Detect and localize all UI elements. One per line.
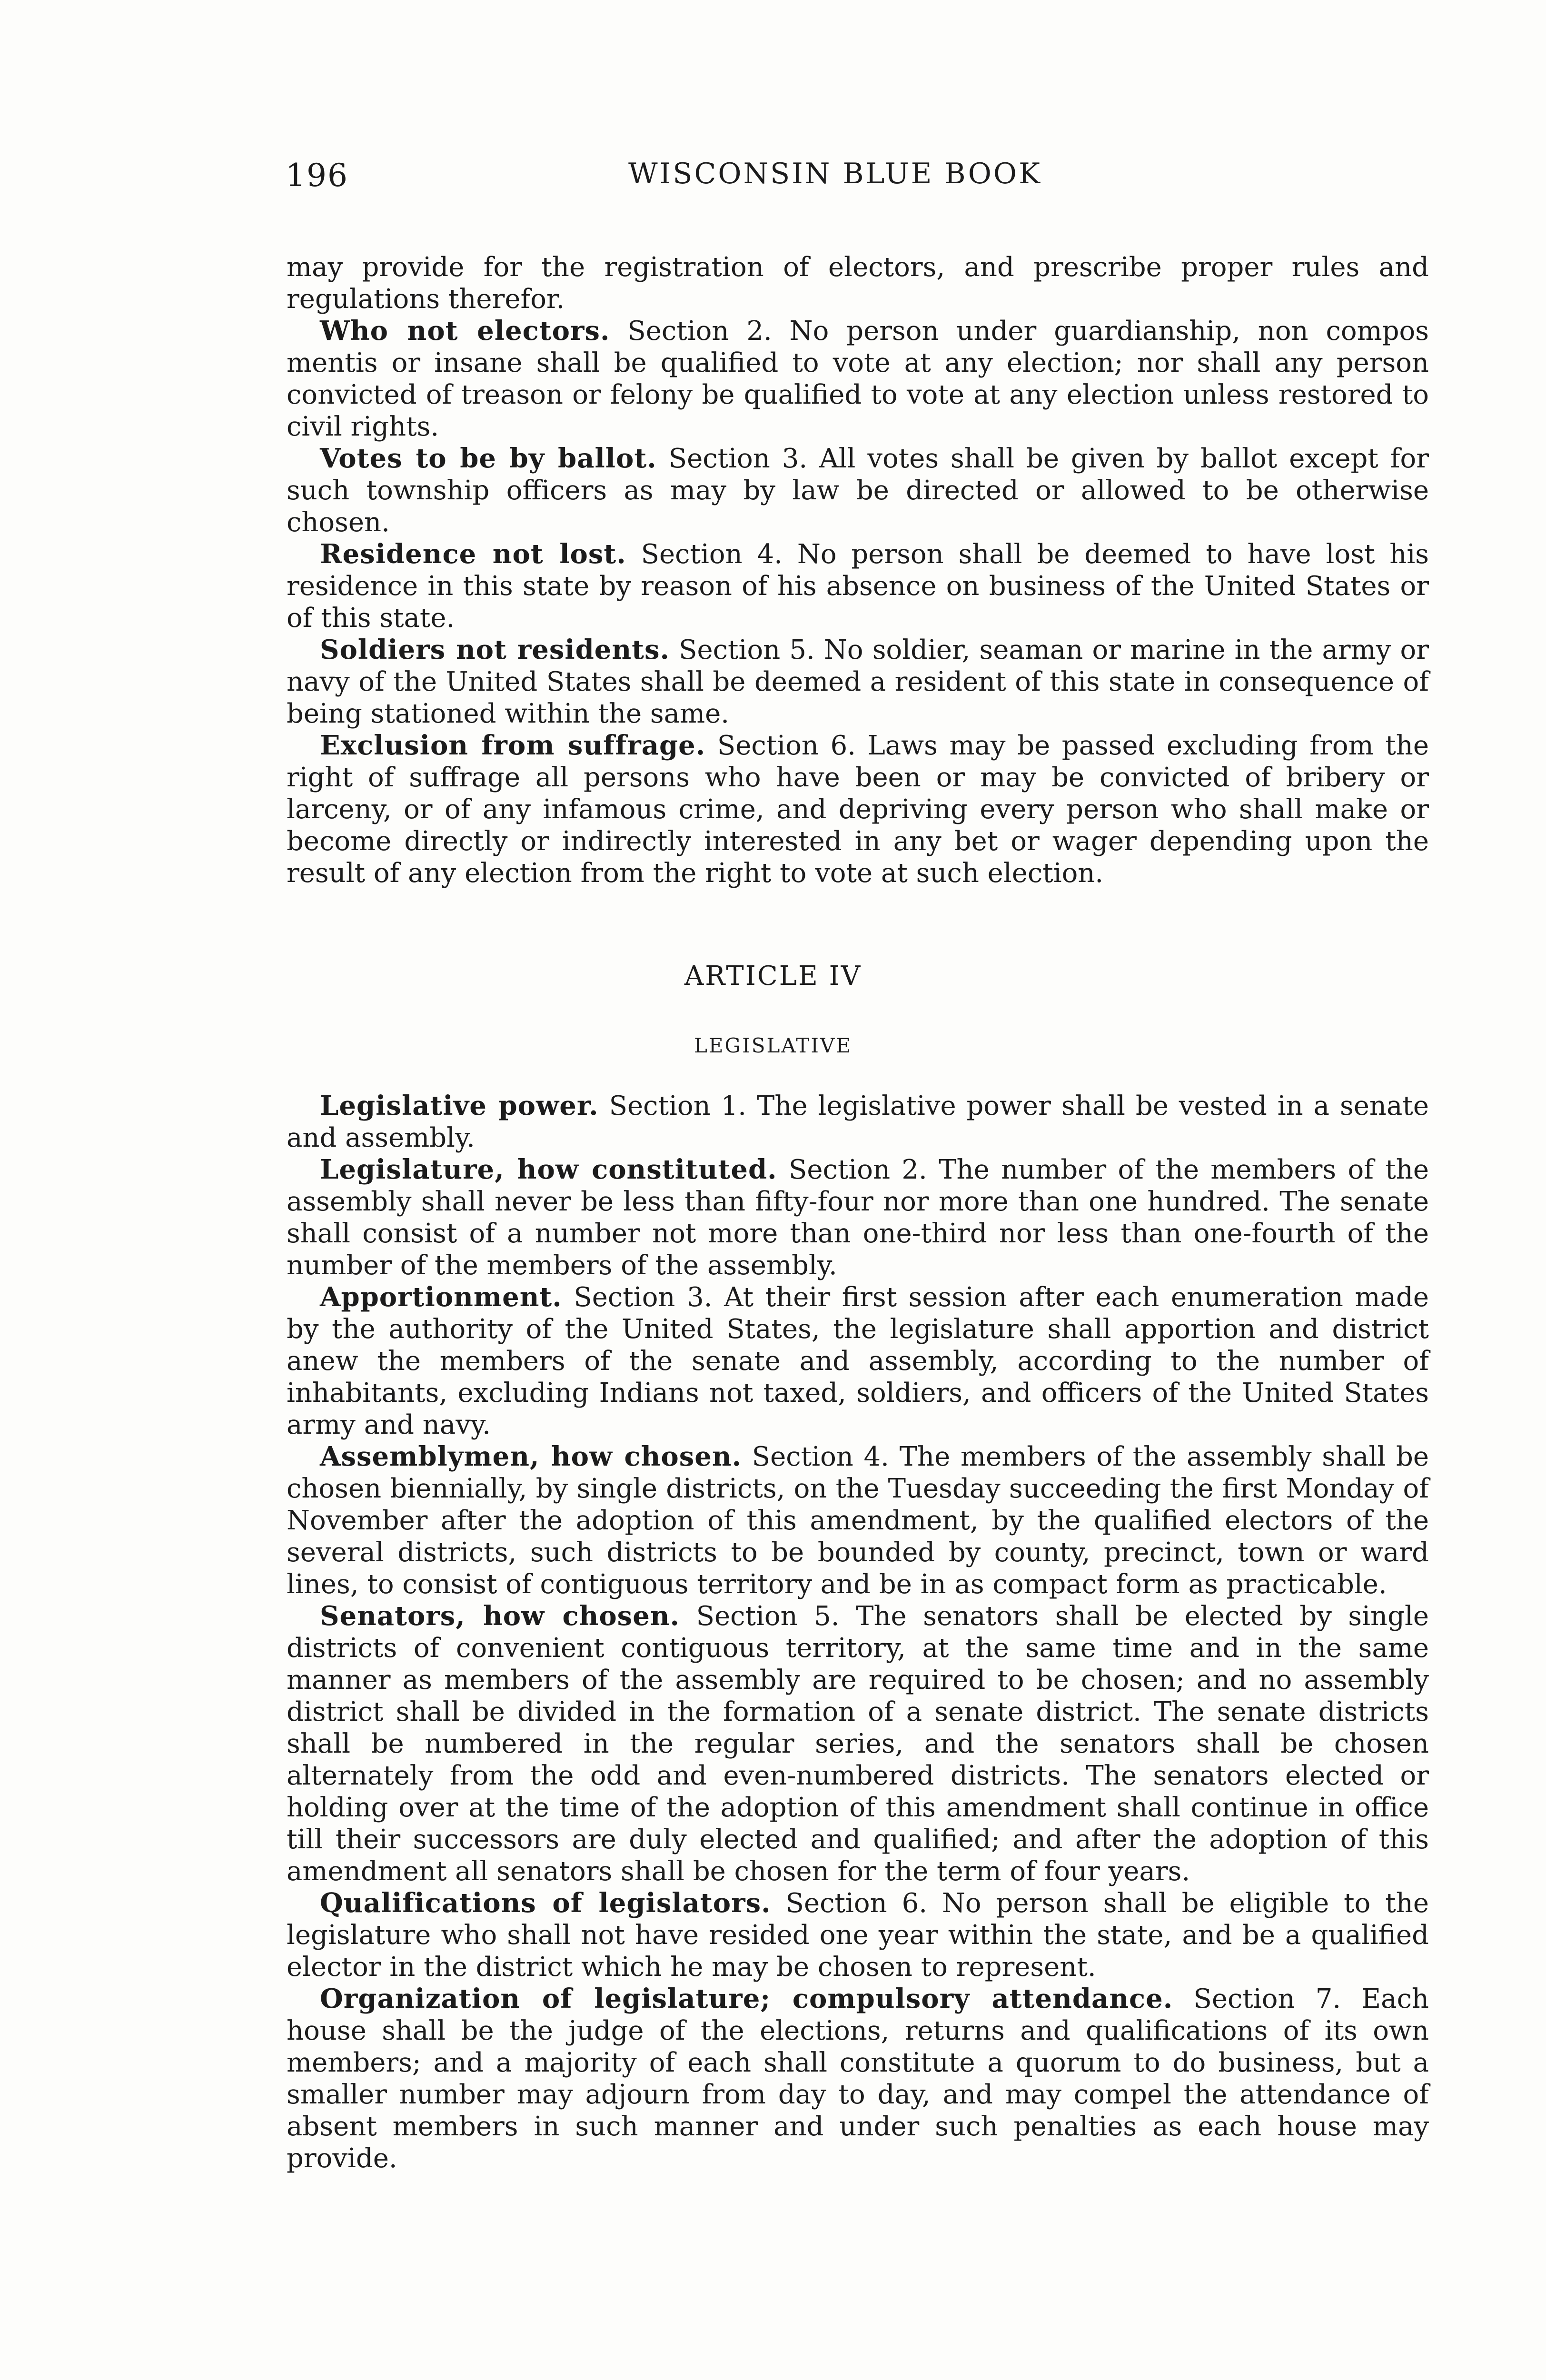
paragraph [287, 634, 1429, 730]
article-subtitle: LEGISLATIVE [694, 1034, 852, 1057]
paragraph [287, 1441, 1429, 1600]
section-sidehead: Legislature, how constituted. [320, 1154, 777, 1185]
section-body: Section 5. The senators shall be elected by single districts of convenient contiguous territory, at the same time and in the same manner as members of the assembly are required to be chosen; and no assembly district shall be divided in the formation of a senate district. The senate districts shall be numbered in the regular series, and the senators shall be chosen alternately from the odd and even-numbered districts. The senators elected or holding over at the time of the adoption of this amendment shall continue in office till their successors are duly elected and qualified; and after the adoption of this amendment all senators shall be chosen for the term of four years. [287, 1601, 1429, 1887]
section-body: Section 6. No person shall be eligible to the legislature who shall not have resided one year within the state, and be a qualified elector in the district which he may be chosen to represent. [287, 1888, 1429, 1983]
paragraph [287, 1983, 1429, 2174]
section-sidehead: Residence not lost. [320, 538, 626, 570]
section-sidehead: Qualifications of legislators. [320, 1887, 771, 1919]
section-sidehead: Organization of legislature; compulsory attendance. [320, 1983, 1173, 2014]
paragraph [287, 1281, 1429, 1441]
section-sidehead: Apportionment. [320, 1281, 562, 1313]
paragraph [287, 1600, 1429, 1887]
section-body: Section 2. No person under guardianship, non compos mentis or insane shall be qualified to vote at any election; nor shall any person convicted of treason or felony be qualified to vote at any election unless restored to civil rights. [287, 316, 1429, 442]
paragraph [287, 443, 1429, 538]
paragraph [287, 1887, 1429, 1983]
section-sidehead: Who not electors. [320, 315, 610, 347]
section-sidehead: Exclusion from suffrage. [320, 730, 706, 761]
section-sidehead: Soldiers not residents. [320, 634, 670, 665]
section-sidehead: Votes to be by ballot. [320, 443, 657, 474]
section-body: Section 6. Laws may be passed excluding from the right of suffrage all persons who have been or may be convicted of bribery or larceny, or of any infamous crime, and depriving every person who shall make or become directly or indirectly interested in any bet or wager depending upon the result of any election from the right to vote at such election. [287, 730, 1429, 889]
paragraph [287, 538, 1429, 634]
paragraph [287, 1090, 1429, 1154]
article-title: ARTICLE IV [684, 961, 862, 992]
section-body: Section 1. The legislative power shall be vested in a senate and assembly. [287, 1091, 1429, 1153]
paragraph [287, 315, 1429, 443]
page-header [286, 157, 1095, 200]
paragraph [287, 251, 1429, 315]
section-body: Section 2. The number of the members of the assembly shall never be less than fifty-four nor more than one hundred. The senate shall consist of a number not more than one-third nor less than one-fourth of the number of the members of the assembly. [287, 1154, 1429, 1281]
paragraph [287, 730, 1429, 889]
section-sidehead: Legislative power. [320, 1090, 599, 1121]
section-body: Section 3. All votes shall be given by ballot except for such township officers as may by law be directed or allowed to be otherwise chosen. [287, 443, 1429, 538]
section-body: Section 4. The members of the assembly shall be chosen biennially, by single districts, on the Tuesday succeeding the first Monday of November after the adoption of this amendment, by the qualified electors of the several districts, such districts to be bounded by county, precinct, town or ward lines, to consist of contiguous territory and be in as compact form as practicable. [287, 1441, 1429, 1600]
page-number: 196 [286, 157, 348, 194]
running-title: WISCONSIN BLUE BOOK [628, 157, 1042, 190]
section-sidehead: Assemblymen, how chosen. [320, 1441, 742, 1472]
article-iii-continuation [287, 251, 1429, 889]
paragraph [287, 1154, 1429, 1281]
section-body: Section 3. At their first session after each enumeration made by the authority of the United States, the legislature shall apportion and district anew the members of the senate and assembly, according to the number of inhabitants, excluding Indians not taxed, soldiers, and officers of the United States army and navy. [287, 1282, 1429, 1440]
article-iv-sections [287, 1090, 1429, 2174]
section-sidehead: Senators, how chosen. [320, 1600, 680, 1632]
section-body: Section 4. No person shall be deemed to have lost his residence in this state by reason of his absence on business of the United States or of this state. [287, 539, 1429, 634]
section-body: may provide for the registration of electors, and prescribe proper rules and regulations therefor. [287, 252, 1429, 315]
section-body: Section 5. No soldier, seaman or marine in the army or navy of the United States shall be deemed a resident of this state in consequence of being stationed within the same. [287, 635, 1429, 729]
section-body: Section 7. Each house shall be the judge of the elections, returns and qualifications of its own members; and a majority of each shall constitute a quorum to do business, but a smaller number may adjourn from day to day, and may compel the attendance of absent members in such manner and under such penalties as each house may provide. [287, 1983, 1429, 2174]
